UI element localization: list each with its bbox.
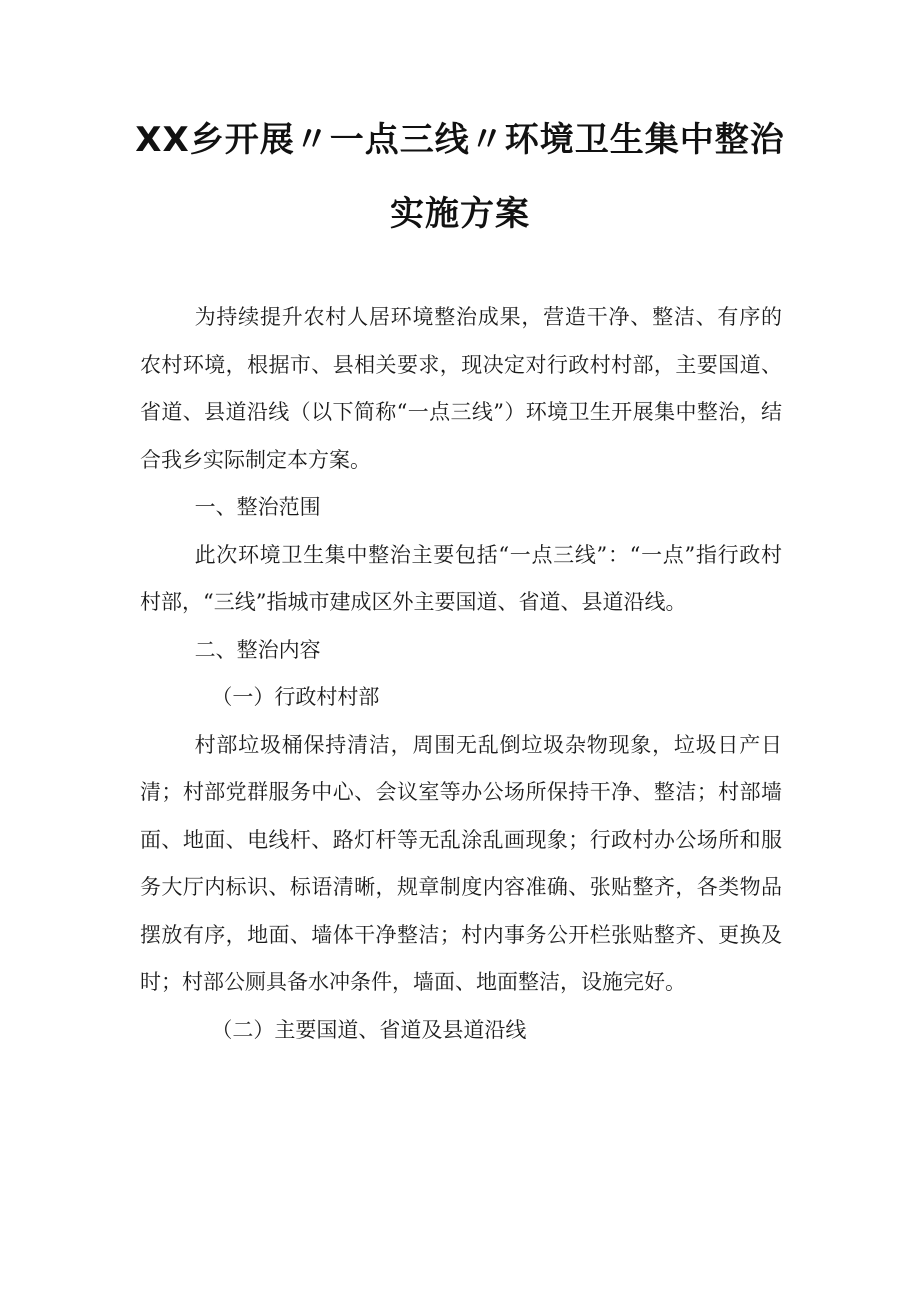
village-paragraph: 村部垃圾桶保持清洁，周围无乱倒垃圾杂物现象，垃圾日产日清；村部党群服务中心、会议室等办公场所保持干净、整洁；村部墙面、地面、电线杆、路灯杆等无乱涂乱画现象；行政村办公场所和服务大厅内标识、标语清晰，规章制度内容准确、张贴整齐，各类物品摆放有序，地面、墙体干净整洁；村内事务公开栏张贴整齐、更换及时；村部公厕具备水冲条件，墙面、地面整洁，设施完好。	[140, 732, 782, 994]
subsection-heading-roads: （二）主要国道、省道及县道沿线	[211, 1017, 527, 1042]
section-heading-scope: 一、整治范围	[194, 495, 321, 519]
intro-paragraph: 为持续提升农村人居环境整治成果，营造干净、整洁、有序的农村环境，根据市、县相关要求，现决定对行政村村部，主要国道、省道、县道沿线（以下简称“一点三线”）环境卫生开展集中整治，结合我乡实际制定本方案。	[140, 305, 782, 472]
scope-paragraph: 此次环境卫生集中整治主要包括“一点三线”：“一点”指行政村村部，“三线”指城市建成区外主要国道、省道、县道沿线。	[140, 542, 782, 614]
document-title-line-1: XX乡开展〃一点三线〃环境卫生集中整治	[135, 120, 785, 160]
subsection-heading-village: （一）行政村村部	[211, 685, 380, 709]
document-title-line-2: 实施方案	[390, 194, 530, 234]
section-heading-content: 二、整治内容	[194, 637, 321, 662]
document-body	[140, 294, 782, 1054]
